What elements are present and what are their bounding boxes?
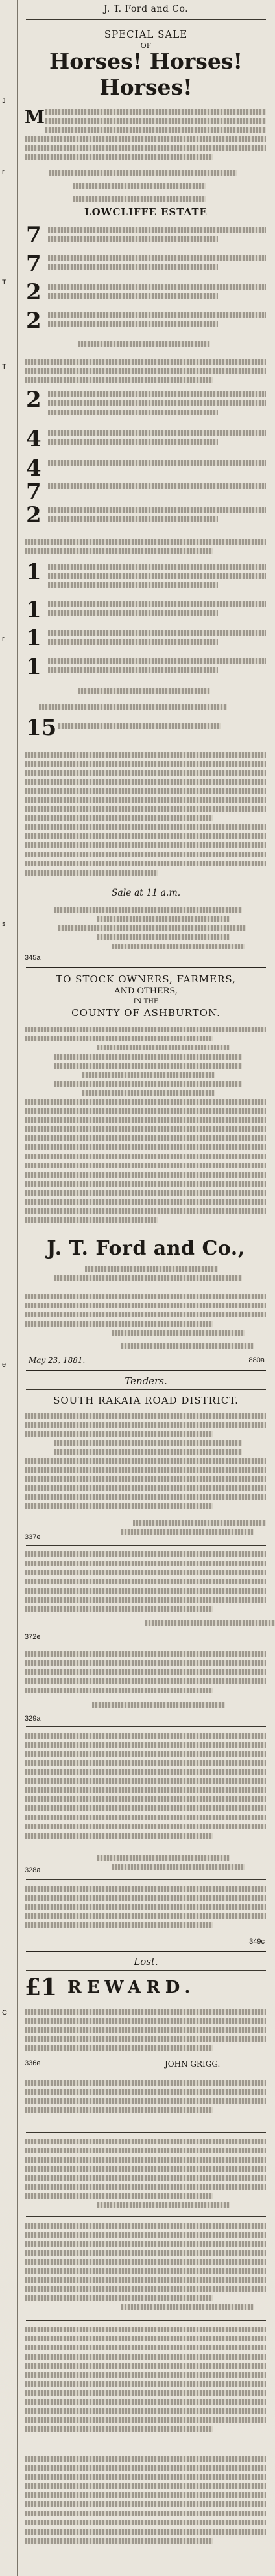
gutter-mark: e	[2, 1361, 6, 1369]
notice-title-4: COUNTY OF ASHBURTON.	[71, 1007, 221, 1019]
lot-text	[48, 564, 266, 591]
lot-count: 2	[26, 279, 42, 305]
divider	[26, 967, 266, 968]
lot-count: 1	[26, 597, 42, 623]
sale-headline: Horses! Horses!	[49, 49, 243, 74]
road-board-title: SOUTH RAKAIA ROAD DISTRICT.	[53, 1395, 239, 1406]
sale-intro-text	[45, 109, 266, 136]
notice-title: TO STOCK OWNERS, FARMERS,	[56, 973, 236, 985]
sale-headline-2: Horses!	[99, 75, 193, 100]
lot-text	[48, 460, 266, 469]
further-advertisements-text-4	[25, 2456, 266, 2547]
divider	[26, 1726, 266, 1727]
lot-text	[48, 312, 266, 331]
lot-also	[25, 341, 266, 350]
sale-date	[25, 170, 266, 179]
lost-signature: JOHN GRIGG.	[165, 2060, 221, 2069]
lot-count: 1	[26, 625, 42, 651]
ad-reference: 372e	[25, 1633, 41, 1641]
reward-amount: £1	[25, 1974, 58, 2001]
notice-firm: J. T. Ford and Co.,	[47, 1237, 245, 1260]
lowcliffe-rams-text	[25, 704, 266, 713]
lot-text	[48, 507, 266, 525]
further-advertisements-text	[25, 2139, 266, 2211]
sale-body-text	[25, 752, 266, 879]
stubbing-signature	[25, 1702, 266, 1711]
lot-count: 7	[26, 222, 42, 248]
lot-text	[48, 601, 266, 620]
further-advertisements-text-2	[25, 2223, 266, 2314]
road-board-text	[25, 1413, 266, 1513]
on-account-of	[25, 196, 266, 205]
divider	[26, 1370, 266, 1371]
road-board-signature	[25, 1520, 266, 1538]
ad-reference: 336e	[25, 2060, 41, 2067]
masthead-firm: J. T. Ford and Co.	[103, 4, 189, 14]
gutter-mark: J	[2, 97, 6, 105]
gutter-mark: r	[2, 635, 5, 643]
notice-firm-subtitle	[25, 1266, 266, 1284]
notice-signature	[25, 1343, 266, 1352]
gutter-mark: C	[2, 2009, 7, 2017]
lease-tender-text	[25, 1733, 266, 1842]
lot-text	[48, 227, 266, 245]
lot-text	[58, 723, 266, 732]
lease-signature	[25, 1855, 266, 1873]
sale-time: Sale at 11 a.m.	[111, 888, 181, 898]
notice-date: May 23, 1881.	[29, 1356, 86, 1365]
lot-count: 7	[26, 479, 42, 505]
lot-count: 7	[26, 251, 42, 277]
notice-body-text	[25, 1027, 266, 1226]
ad-reference: 328a	[25, 1866, 41, 1874]
lot-text	[48, 391, 266, 419]
divider	[26, 1951, 266, 1952]
lot-text	[48, 630, 266, 648]
lowcliffe-estate: LOWCLIFFE ESTATE	[84, 206, 208, 218]
lot-count: 1	[26, 654, 42, 680]
ad-reference: 349c	[249, 1938, 265, 1945]
lot-count: 4	[26, 426, 42, 452]
wanted-turnips-text	[25, 2080, 266, 2117]
gutter-mark: r	[2, 168, 5, 176]
lot-count: 2	[26, 308, 42, 334]
ad-reference: 345a	[25, 954, 41, 962]
notice-title-2: AND OTHERS,	[114, 986, 178, 996]
drop-cap: M	[25, 106, 45, 128]
divider	[26, 2216, 266, 2217]
lot-count: 2	[26, 502, 42, 528]
sale-kicker: SPECIAL SALE	[104, 29, 188, 40]
left-gutter-column	[0, 0, 18, 2576]
divider	[26, 2132, 266, 2133]
notice-reference-text	[25, 1294, 266, 1339]
gutter-mark: s	[2, 920, 6, 928]
further-advertisements-text-3	[25, 2327, 266, 2435]
notice-title-3: IN THE	[133, 998, 159, 1005]
lot-text	[48, 483, 266, 493]
divider	[26, 1389, 266, 1390]
lot-text	[48, 284, 266, 302]
building-tender-text	[25, 1886, 266, 1931]
sale-particulars-text	[25, 907, 266, 953]
divider	[26, 1879, 266, 1880]
gutter-mark: T	[2, 279, 6, 286]
divider	[26, 1545, 266, 1546]
lot-count: 15	[26, 715, 57, 741]
lot-text	[48, 658, 266, 677]
sale-time-line	[25, 183, 266, 192]
lot-count: 4	[26, 456, 42, 482]
lot-also	[25, 688, 266, 697]
sale-intro-text-2	[25, 136, 266, 163]
fencing-signature	[25, 1620, 266, 1629]
divider	[26, 1970, 266, 1971]
lot-text	[48, 255, 266, 273]
ad-reference: 880a	[248, 1356, 265, 1364]
tenders-section-label: Tenders.	[125, 1375, 167, 1387]
lost-cattle-text	[25, 2009, 266, 2054]
ad-reference: 337e	[25, 1533, 41, 1541]
ad-reference: 329a	[25, 1715, 41, 1723]
lot-count: 1	[26, 559, 42, 585]
mccoll-text	[25, 539, 266, 557]
lot-count: 2	[26, 387, 42, 413]
stubbing-tender-text	[25, 1651, 266, 1697]
reward-banner: REWARD.	[67, 1978, 196, 1997]
lost-section-label: Lost.	[134, 1956, 158, 1967]
executors-text	[25, 359, 266, 386]
divider	[26, 19, 266, 20]
lot-text	[48, 430, 266, 448]
sale-of: OF	[140, 41, 152, 50]
fencing-tender-text	[25, 1551, 266, 1615]
divider	[26, 2320, 266, 2321]
gutter-mark: T	[2, 363, 6, 371]
